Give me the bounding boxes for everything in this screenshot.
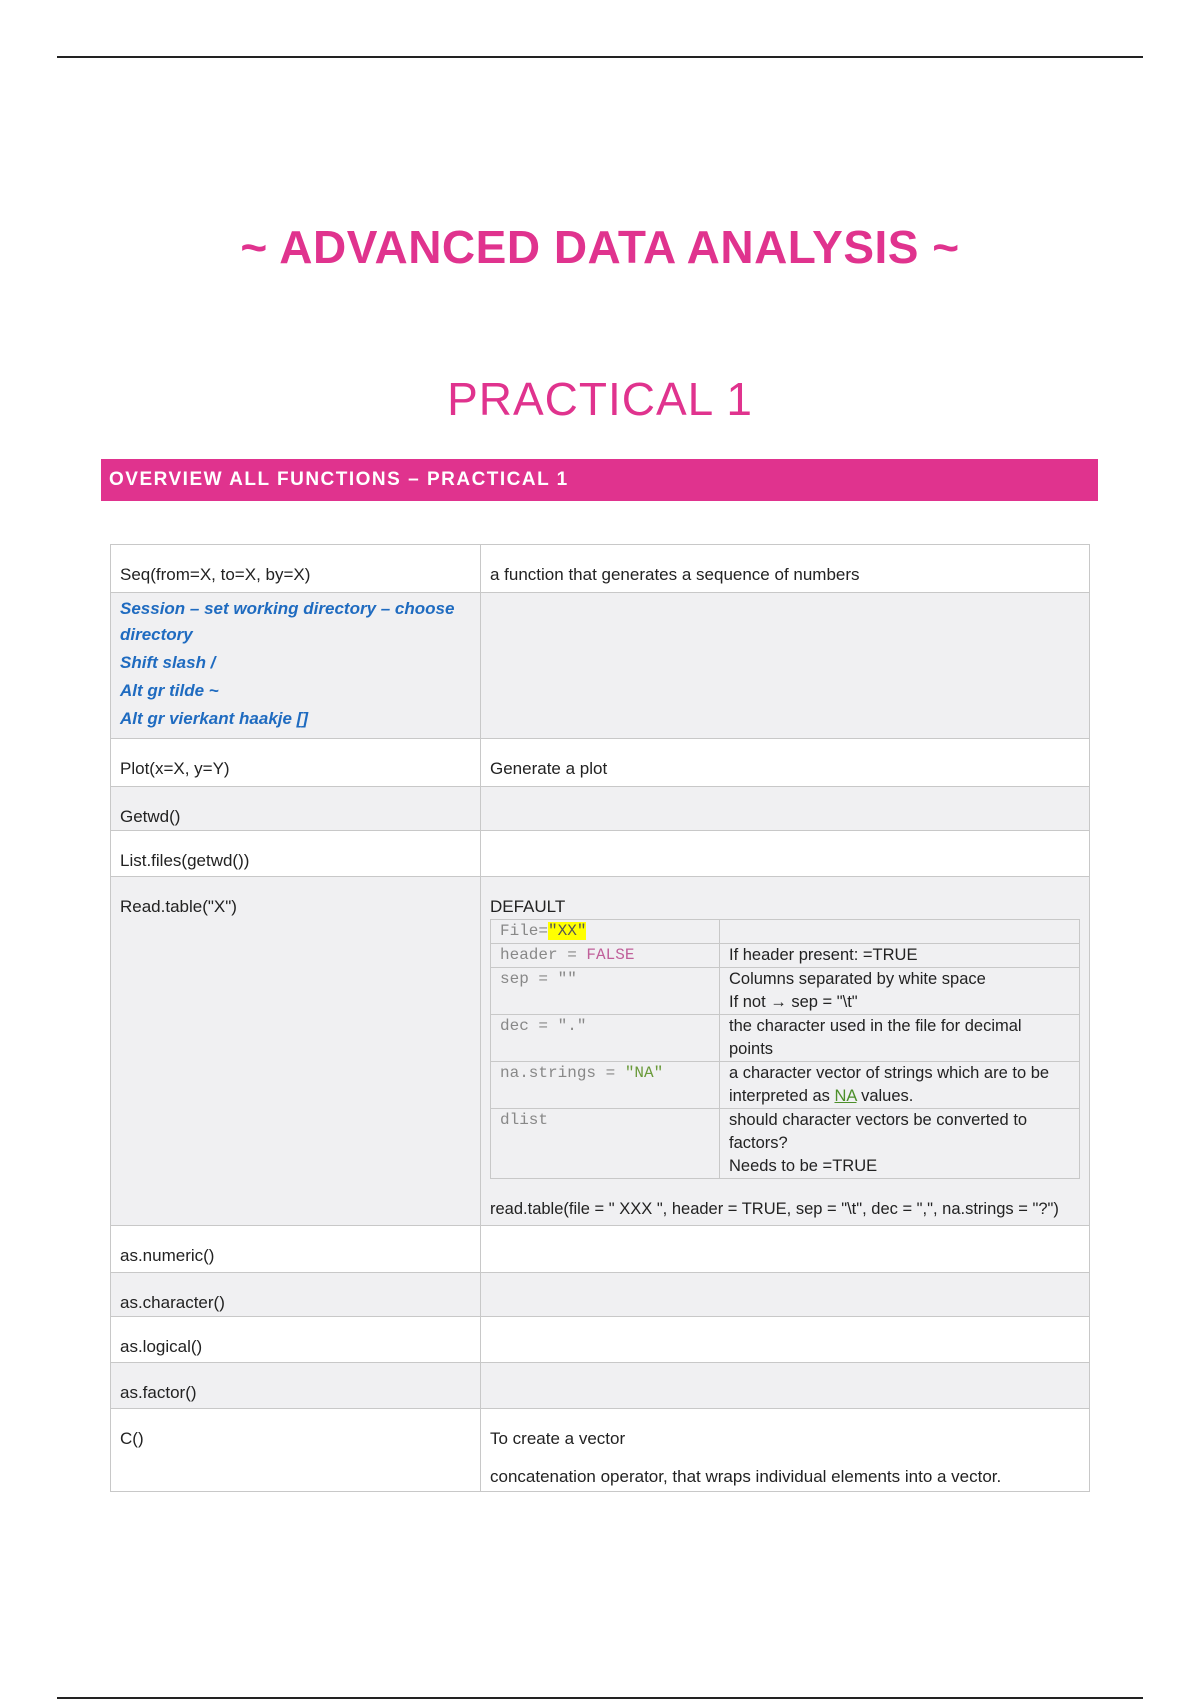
param-key: na.strings = "NA" bbox=[491, 1062, 720, 1109]
table-row bbox=[111, 877, 1090, 1226]
param-row bbox=[491, 944, 1080, 968]
description-cell bbox=[481, 1226, 1090, 1273]
param-row bbox=[491, 920, 1080, 944]
tips-cell bbox=[111, 593, 481, 739]
table-row bbox=[111, 787, 1090, 831]
functions-table bbox=[110, 544, 1090, 1492]
description-cell: To create a vector concatenation operator, that wraps individual elements into a vector. bbox=[481, 1409, 1090, 1492]
function-cell: as.character() bbox=[111, 1273, 481, 1317]
table-row bbox=[111, 831, 1090, 877]
param-row bbox=[491, 1109, 1080, 1179]
tip-item: Shift slash / bbox=[120, 653, 216, 672]
read-table-example: read.table(file = " XXX ", header = TRUE, sep = "\t", dec = ",", na.strings = "?") bbox=[490, 1200, 1059, 1218]
section-banner: OVERVIEW ALL FUNCTIONS – PRACTICAL 1 bbox=[101, 459, 1098, 501]
table-row bbox=[111, 1363, 1090, 1409]
param-row bbox=[491, 968, 1080, 1015]
param-desc bbox=[720, 920, 1080, 944]
tip-item: Alt gr tilde ~ bbox=[120, 681, 219, 700]
tip-item: Alt gr vierkant haakje [] bbox=[120, 709, 309, 728]
table-row bbox=[111, 1317, 1090, 1363]
param-desc: Columns separated by white space If not → sep = "\t" bbox=[720, 968, 1080, 1015]
page-title: ~ ADVANCED DATA ANALYSIS ~ bbox=[240, 221, 960, 273]
tip-item: Session – set working directory – choose directory bbox=[120, 599, 455, 644]
param-key: sep = "" bbox=[491, 968, 720, 1015]
param-desc: If header present: =TRUE bbox=[720, 944, 1080, 968]
table-row bbox=[111, 545, 1090, 593]
page-subtitle: PRACTICAL 1 bbox=[447, 373, 753, 425]
table-row bbox=[111, 593, 1090, 739]
function-cell: Plot(x=X, y=Y) bbox=[111, 739, 481, 787]
bottom-rule bbox=[57, 1697, 1143, 1699]
table-row bbox=[111, 1273, 1090, 1317]
param-row bbox=[491, 1015, 1080, 1062]
param-desc: the character used in the file for decimal points bbox=[720, 1015, 1080, 1062]
function-cell: Read.table("X") bbox=[111, 877, 481, 1226]
function-cell: as.factor() bbox=[111, 1363, 481, 1409]
description-cell bbox=[481, 1363, 1090, 1409]
param-key: header = FALSE bbox=[491, 944, 720, 968]
param-desc: should character vectors be converted to factors? Needs to be =TRUE bbox=[720, 1109, 1080, 1179]
top-rule bbox=[57, 56, 1143, 58]
function-cell: Getwd() bbox=[111, 787, 481, 831]
param-key: File="XX" bbox=[491, 920, 720, 944]
description-cell bbox=[481, 877, 1090, 1226]
function-cell: C() bbox=[111, 1409, 481, 1492]
description-cell bbox=[481, 1273, 1090, 1317]
table-row bbox=[111, 1226, 1090, 1273]
function-cell: as.logical() bbox=[111, 1317, 481, 1363]
param-desc: a character vector of strings which are to be interpreted as NA values. bbox=[720, 1062, 1080, 1109]
function-cell: as.numeric() bbox=[111, 1226, 481, 1273]
table-row bbox=[111, 739, 1090, 787]
table-row bbox=[111, 1409, 1090, 1492]
description-cell: a function that generates a sequence of numbers bbox=[481, 545, 1090, 593]
param-key: dlist bbox=[491, 1109, 720, 1179]
parameters-table bbox=[490, 919, 1080, 1179]
description-cell bbox=[481, 831, 1090, 877]
param-key: dec = "." bbox=[491, 1015, 720, 1062]
default-label: DEFAULT bbox=[490, 897, 566, 916]
description-cell bbox=[481, 1317, 1090, 1363]
param-row bbox=[491, 1062, 1080, 1109]
function-cell: List.files(getwd()) bbox=[111, 831, 481, 877]
description-cell: Generate a plot bbox=[481, 739, 1090, 787]
description-cell bbox=[481, 593, 1090, 739]
function-cell: Seq(from=X, to=X, by=X) bbox=[111, 545, 481, 593]
description-cell bbox=[481, 787, 1090, 831]
